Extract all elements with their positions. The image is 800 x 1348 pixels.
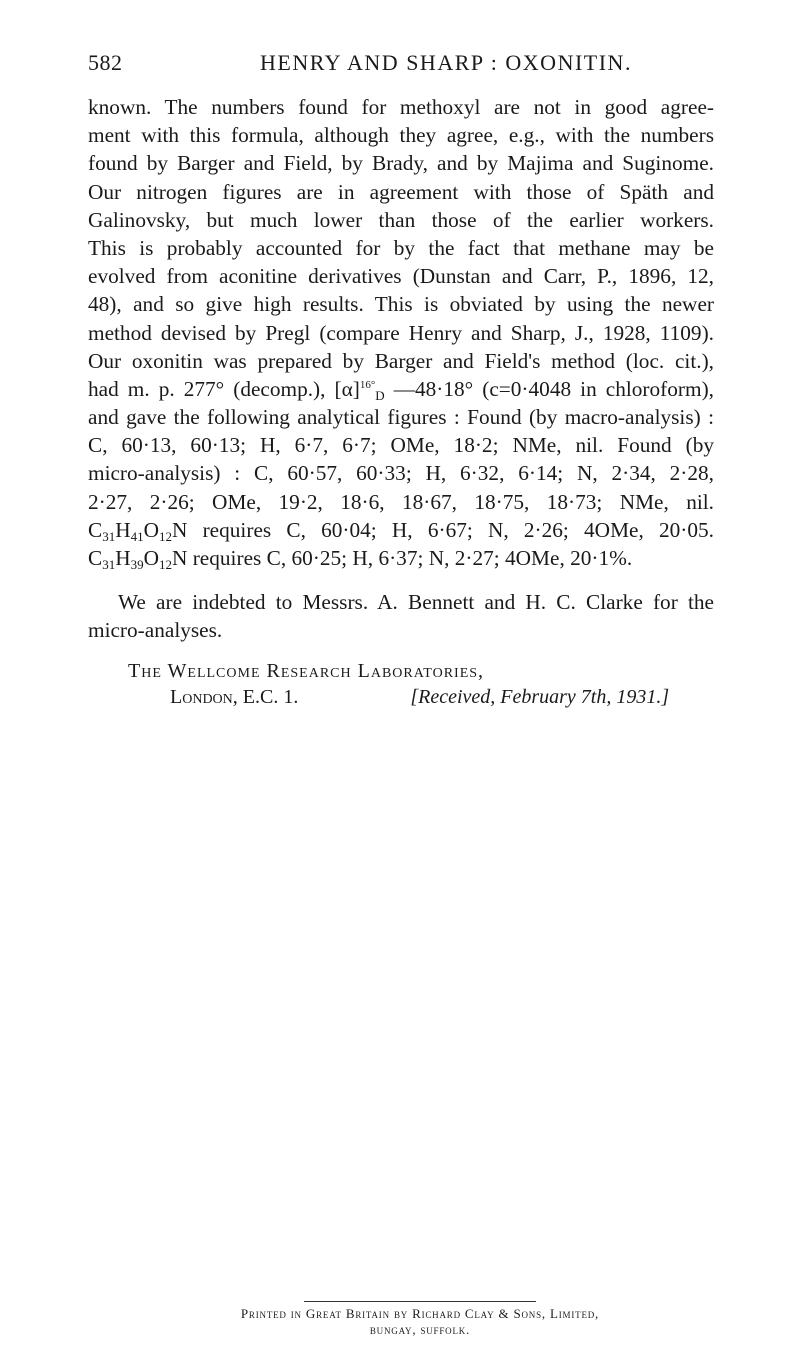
article-body [88,93,714,709]
text-line: evolved from aconitine derivatives (Dunstan and Carr, P., 1896, 12, [88,264,714,289]
rotation-value: —48·18° (c=0·4048 in chloroform), [384,376,714,401]
text-line: This is probably accounted for by the fact that methane may be [88,235,714,260]
formula-line-c31h41 [88,516,714,544]
text-line: 2·27, 2·26; OMe, 19·2, 18·6, 18·67, 18·75, 18·73; NMe, nil. [88,489,714,514]
text-line: known. The numbers found for methoxyl are not in good agree- [88,95,714,119]
formula: $C_{31}H_{41}O_{12}N$ [88,517,188,544]
footer-line: Printed in Great Britain by Richard Clay & Sons, Limited, [240,1306,600,1321]
formula-line-c31h39 [88,544,714,572]
rotation-line: D [375,387,385,403]
page-number: 582 [88,50,123,75]
text-line: and gave the following analytical figures : Found (by macro-analysis) : [88,405,714,430]
rotation-prefix: had m. p. 277° (decomp.), [α] [88,376,360,401]
text-line: Our nitrogen figures are in agreement with those of Späth and [88,179,714,204]
text-line: method devised by Pregl (compare Henry and Sharp, J., 1928, 1109). [88,320,714,345]
text-line: micro-analysis) : C, 60·57, 60·33; H, 6·32, 6·14; N, 2·34, 2·28, [88,461,714,486]
location: London, E.C. 1. [170,685,299,708]
formula-requirements: requires C, 60·25; H, 6·37; N, 2·27; 4OMe, 20·1%. [187,546,633,570]
paragraph-acknowledgement [88,588,714,644]
paragraph-analysis [88,93,714,572]
text-line: Our oxonitin was prepared by Barger and Field's method (loc. cit.), [88,348,714,373]
text-line: ment with this formula, although they agree, e.g., with the numbers [88,123,714,148]
running-title: HENRY AND SHARP : OXONITIN. [260,50,632,75]
text-line: C, 60·13, 60·13; H, 6·7, 6·7; OMe, 18·2; NMe, nil. Found (by [88,433,714,458]
formula-requirements: requires C, 60·04; H, 6·67; N, 2·26; 4OMe, 20·05. [187,517,714,542]
footer-rule [304,1301,536,1302]
text-line: found by Barger and Field, by Brady, and by Majima and Suginome. [88,151,714,176]
text-line: We are indebted to Messrs. A. Bennett and H. C. Clarke for the [118,590,714,615]
printer-footer [170,1306,670,1338]
page-header [88,48,714,88]
text-line: micro-analyses. [88,618,223,643]
text-line-rotation [88,375,714,403]
formula: $C_{31}H_{39}O_{12}N$ [88,546,188,572]
footer-line: bungay, suffolk. [369,1322,471,1337]
received-date: [Received, February 7th, 1931.] [410,685,670,708]
text-line: 48), and so give high results. This is obviated by using the newer [88,292,714,317]
institution: The Wellcome Research Laboratories, [128,659,485,682]
rotation-temperature: 16° [359,378,376,391]
text-line: Galinovsky, but much lower than those of the earlier workers. [88,207,714,232]
location-line [88,683,714,709]
signature-block [88,657,714,709]
